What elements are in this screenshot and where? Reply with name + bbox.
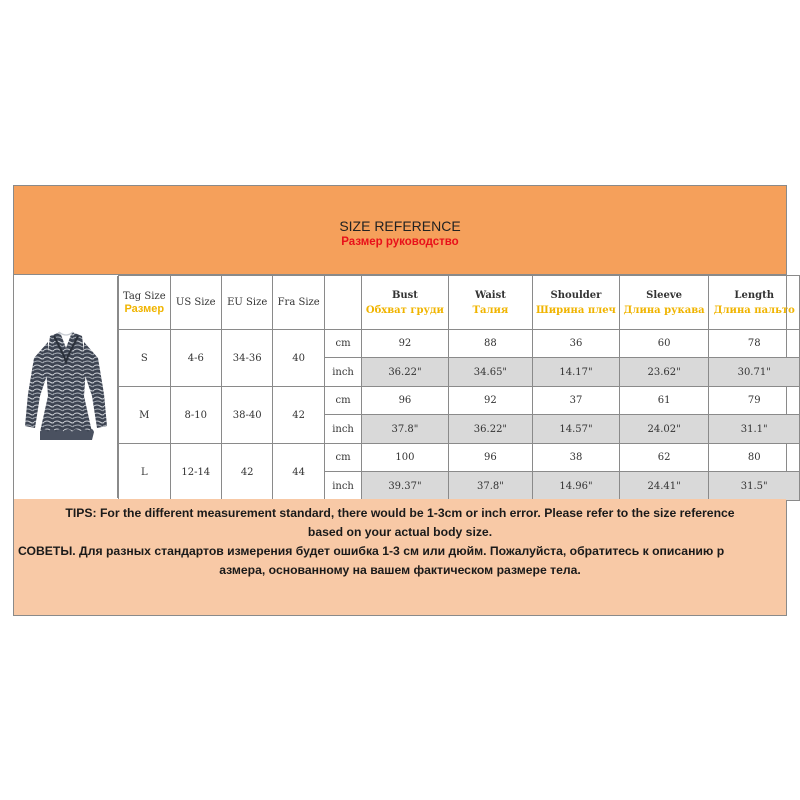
col-sleeve: Sleeve Длина рукава <box>619 276 709 330</box>
sleeve-cm-cell: 62 <box>619 444 709 472</box>
length-cm-cell: 80 <box>709 444 800 472</box>
us-size-cell: 4-6 <box>170 330 221 387</box>
unit-cm-cell: cm <box>324 387 361 415</box>
eu-size-cell: 34-36 <box>221 330 272 387</box>
tag-size-cell: S <box>119 330 171 387</box>
bust-cm-cell: 96 <box>362 387 449 415</box>
tag-size-cell: L <box>119 444 171 501</box>
size-chart-header <box>14 186 786 275</box>
unit-cm-cell: cm <box>324 444 361 472</box>
unit-inch-cell: inch <box>324 472 361 501</box>
fra-size-cell: 40 <box>273 330 325 387</box>
waist-inch-cell: 36.22" <box>448 415 532 444</box>
col-shoulder: Shoulder Ширина плеч <box>533 276 620 330</box>
shoulder-inch-cell: 14.17" <box>533 358 620 387</box>
waist-inch-cell: 34.65" <box>448 358 532 387</box>
col-us-size: US Size <box>170 276 221 330</box>
tips-russian-line2: азмера, основанному на вашем фактическом размере тела. <box>219 563 581 577</box>
dress-image <box>14 276 118 498</box>
shoulder-inch-cell: 14.96" <box>533 472 620 501</box>
table-row <box>119 387 800 415</box>
us-size-cell: 12-14 <box>170 444 221 501</box>
bust-inch-cell: 39.37" <box>362 472 449 501</box>
unit-inch-cell: inch <box>324 415 361 444</box>
table-row <box>119 330 800 358</box>
sleeve-inch-cell: 24.02" <box>619 415 709 444</box>
us-size-cell: 8-10 <box>170 387 221 444</box>
shoulder-cm-cell: 38 <box>533 444 620 472</box>
product-photo <box>14 276 118 498</box>
sleeve-inch-cell: 23.62" <box>619 358 709 387</box>
waist-cm-cell: 92 <box>448 387 532 415</box>
fra-size-cell: 42 <box>273 387 325 444</box>
sleeve-cm-cell: 61 <box>619 387 709 415</box>
tips-russian-line1: СОВЕТЫ. Для разных стандартов измерения будет ошибка 1-3 см или дюйм. Пожалуйста, обратитесь к описанию р <box>18 544 725 558</box>
chart-title: SIZE REFERENCE <box>339 218 461 234</box>
chart-subtitle: Размер руководство <box>341 236 459 248</box>
tips-english-line1: TIPS: For the different measurement standard, there would be 1-3cm or inch error. Please refer to the size reference <box>65 506 735 520</box>
shoulder-cm-cell: 37 <box>533 387 620 415</box>
bust-cm-cell: 100 <box>362 444 449 472</box>
col-length: Length Длина пальто <box>709 276 800 330</box>
bust-cm-cell: 92 <box>362 330 449 358</box>
waist-cm-cell: 88 <box>448 330 532 358</box>
length-inch-cell: 31.5" <box>709 472 800 501</box>
fra-size-cell: 44 <box>273 444 325 501</box>
bust-inch-cell: 36.22" <box>362 358 449 387</box>
table-row <box>119 444 800 472</box>
shoulder-cm-cell: 36 <box>533 330 620 358</box>
tag-size-cell: M <box>119 387 171 444</box>
tips-english-line2: based on your actual body size. <box>307 525 493 539</box>
col-tag-size: Tag Size Размер <box>119 276 171 330</box>
sleeve-cm-cell: 60 <box>619 330 709 358</box>
tips-panel <box>14 499 786 615</box>
length-inch-cell: 30.71" <box>709 358 800 387</box>
unit-inch-cell: inch <box>324 358 361 387</box>
length-cm-cell: 79 <box>709 387 800 415</box>
col-eu-size: EU Size <box>221 276 272 330</box>
length-cm-cell: 78 <box>709 330 800 358</box>
col-waist: Waist Талия <box>448 276 532 330</box>
shoulder-inch-cell: 14.57" <box>533 415 620 444</box>
header-row <box>119 276 800 330</box>
eu-size-cell: 38-40 <box>221 387 272 444</box>
col-unit <box>324 276 361 330</box>
waist-inch-cell: 37.8" <box>448 472 532 501</box>
sleeve-inch-cell: 24.41" <box>619 472 709 501</box>
unit-cm-cell: cm <box>324 330 361 358</box>
size-table <box>118 275 800 501</box>
length-inch-cell: 31.1" <box>709 415 800 444</box>
bust-inch-cell: 37.8" <box>362 415 449 444</box>
waist-cm-cell: 96 <box>448 444 532 472</box>
col-fra-size: Fra Size <box>273 276 325 330</box>
eu-size-cell: 42 <box>221 444 272 501</box>
col-bust: Bust Обхват груди <box>362 276 449 330</box>
